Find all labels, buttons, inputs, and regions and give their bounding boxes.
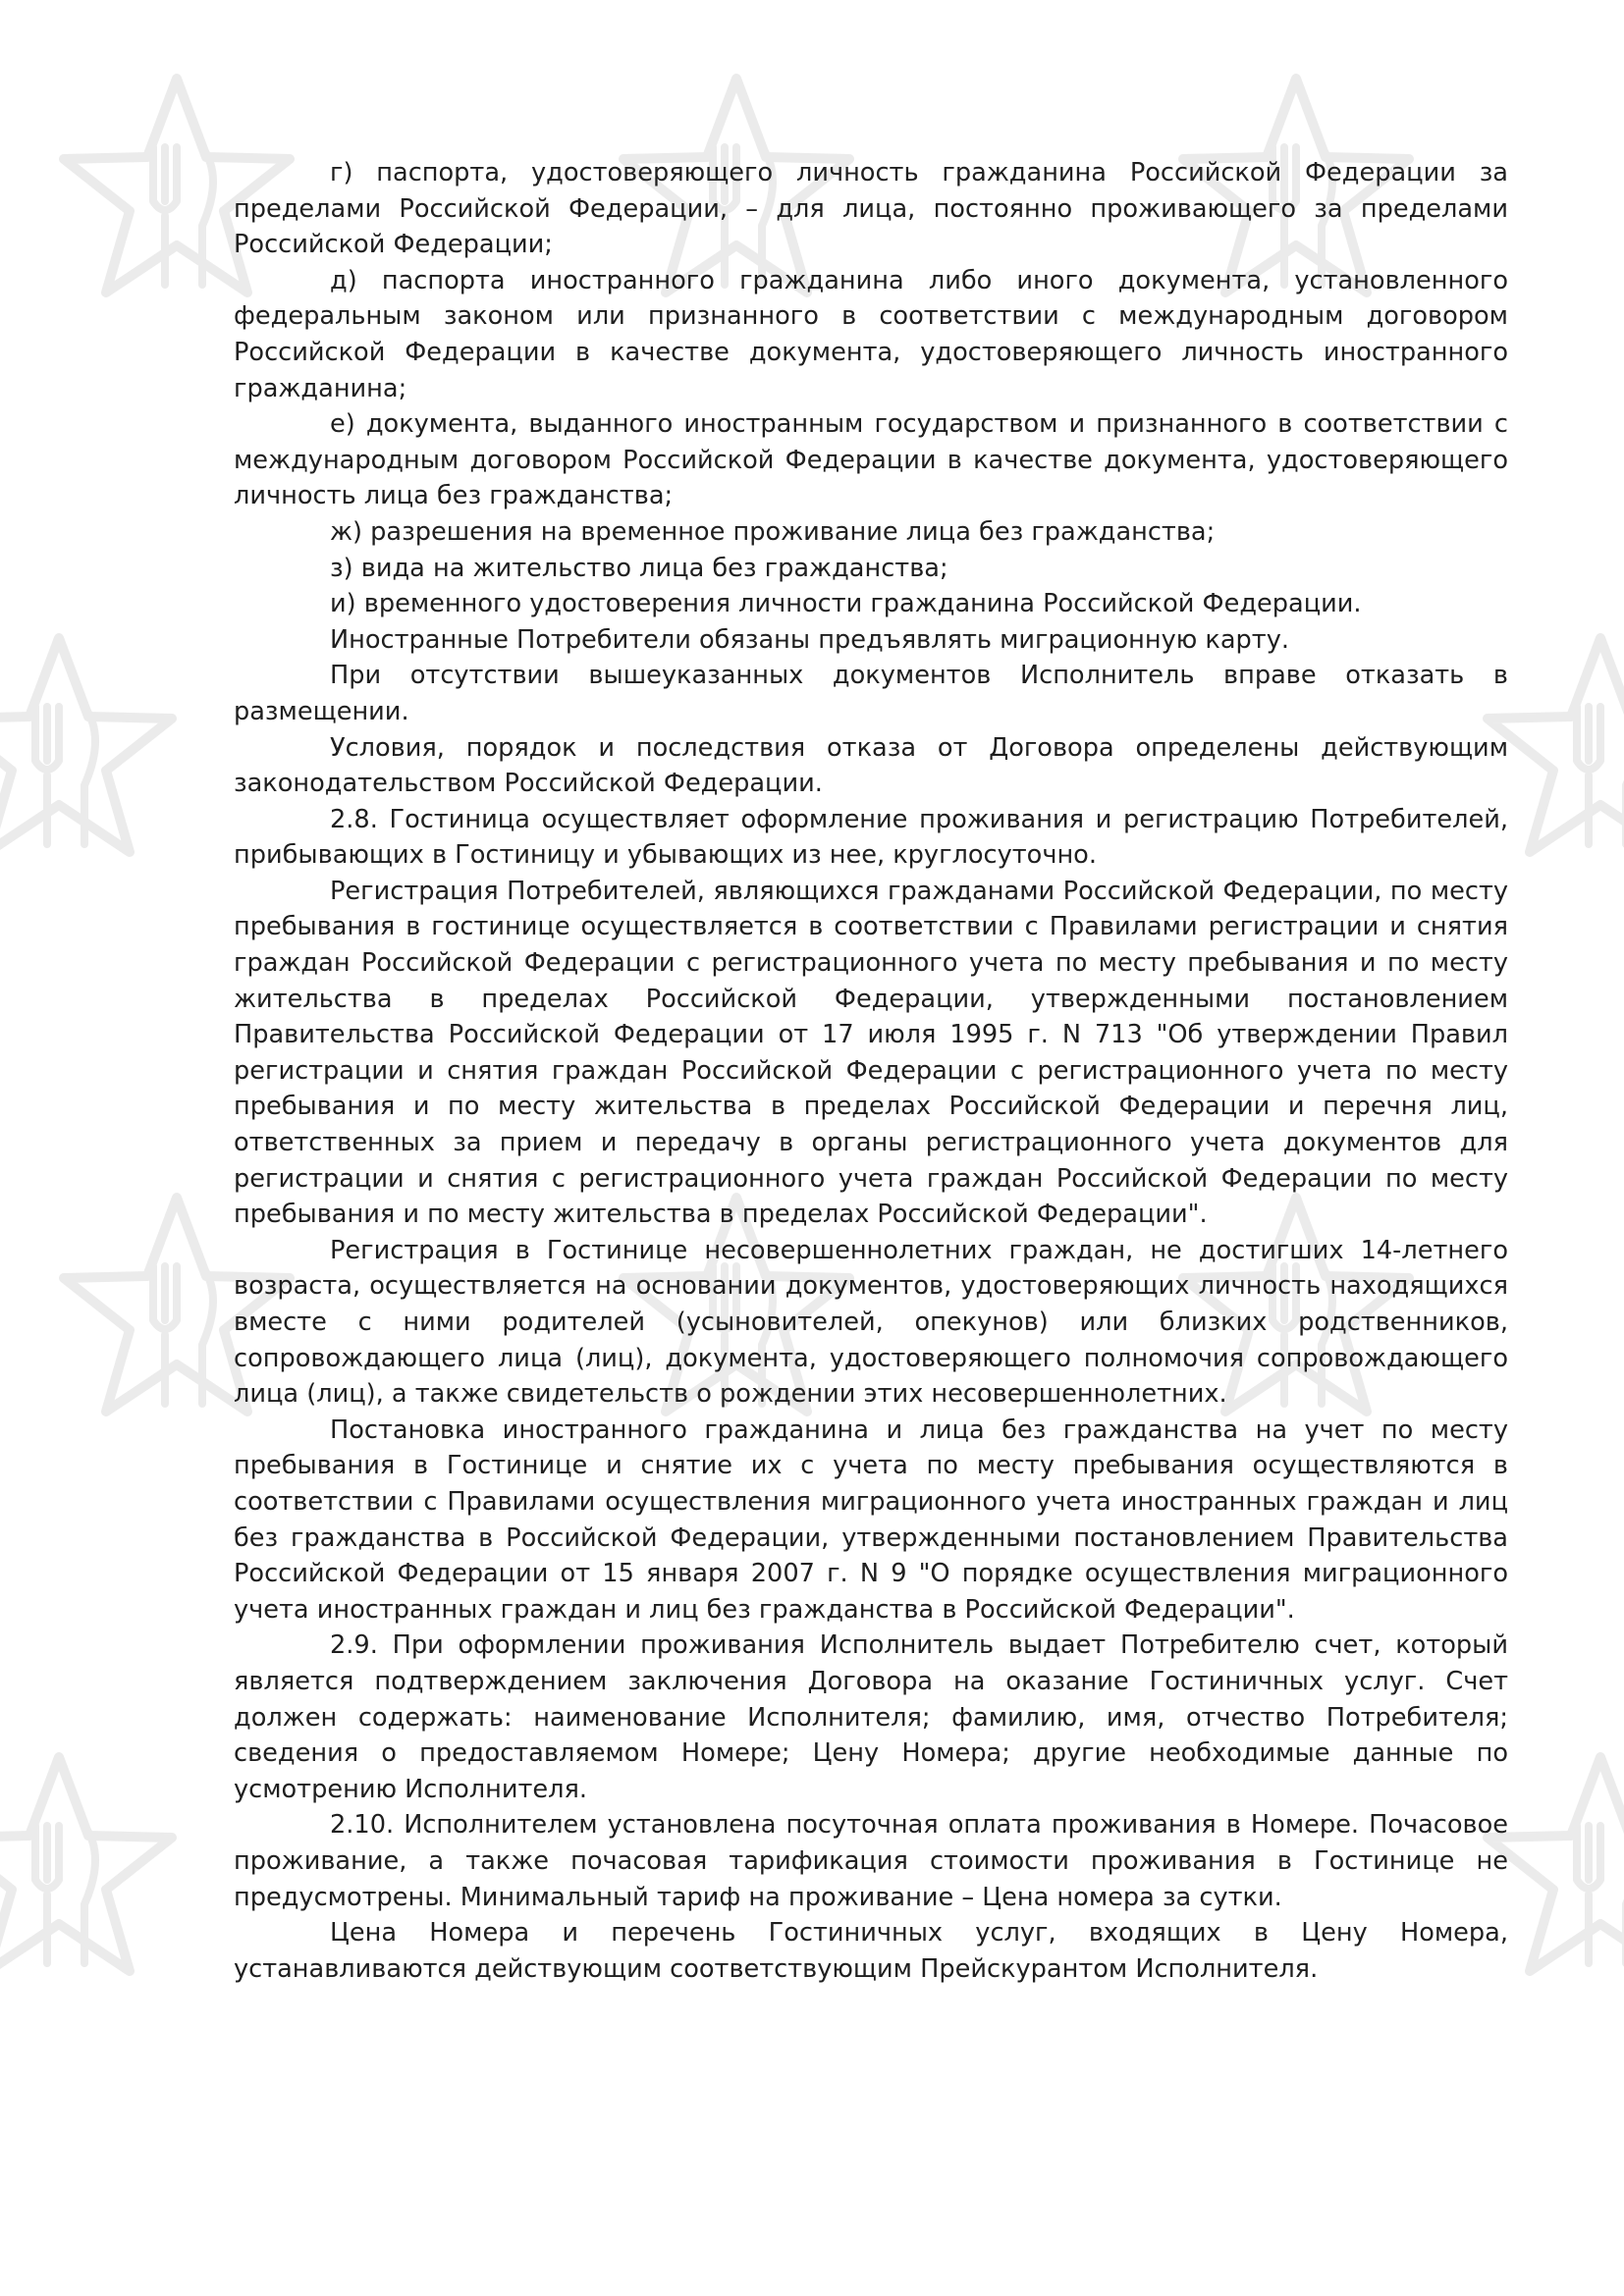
paragraph-passport-abroad: г) паспорта, удостоверяющего личность гражданина Российской Федерации за пределами Российской Федерации, – для лица, постоянно проживающего за пределами Российской Федерации; [234, 158, 1508, 260]
paragraph-migration-card: Иностранные Потребители обязаны предъявлять миграционную карту. [330, 624, 1289, 655]
paragraph-section-2-8: 2.8. Гостиница осуществляет оформление проживания и регистрацию Потребителей, прибывающих в Гостиницу и убывающих из нее, круглосуточно. [234, 804, 1508, 871]
star-fork-knife-icon [0, 1747, 177, 2002]
paragraph-foreigner-registration: Постановка иностранного гражданина и лица без гражданства на учет по месту пребывания в Гостинице и снятие их с учета по месту пребывания осуществляются в соответствии с Правилами осуществления миграционного учета иностранных граждан и лиц без гражданства в Российской Федерации, утвержденными постановлением Правительства Российской Федерации от 15 января 2007 г. N 9 "О порядке осуществления миграционного учета иностранных граждан и лиц без гражданства в Российской Федерации". [234, 1415, 1508, 1625]
paragraph-foreign-state-document: е) документа, выданного иностранным государством и признанного в соответствии с международным договором Российской Федерации в качестве документа, удостоверяющего личность лица без гражданства; [234, 409, 1508, 511]
paragraph-room-price: Цена Номера и перечень Гостиничных услуг, входящих в Цену Номера, устанавливаются действующим соответствующим Прейскурантом Исполнителя. [234, 1918, 1508, 1984]
paragraph-temporary-id: и) временного удостоверения личности гражданина Российской Федерации. [330, 589, 1362, 619]
paragraph-citizen-registration: Регистрация Потребителей, являющихся гражданами Российской Федерации, по месту пребывания в гостинице осуществляется в соответствии с Правилами регистрации и снятия граждан Российской Федерации с регистрационного учета по месту пребывания и по месту жительства в пределах Российской Федерации, утвержденными постановлением Правительства Российской Федерации от 17 июля 1995 г. N 713 "Об утверждении Правил регистрации и снятия граждан Российской Федерации с регистрационного учета по месту пребывания и по месту жительства в пределах Российской Федерации и перечня лиц, ответственных за прием и передачу в органы регистрационного учета документов для регистрации и снятия с регистрационного учета граждан Российской Федерации по месту пребывания и по месту жительства в пределах Российской Федерации". [234, 876, 1508, 1230]
paragraph-foreign-passport: д) паспорта иностранного гражданина либо иного документа, установленного федеральным законом или признанного в соответствии с международным договором Российской Федерации в качестве документа, удостоверяющего личность иностранного гражданина; [234, 265, 1508, 403]
paragraph-contract-refusal-terms: Условия, порядок и последствия отказа от Договора определены действующим законодательством Российской Федерации. [234, 732, 1508, 799]
paragraph-section-2-9: 2.9. При оформлении проживания Исполнитель выдает Потребителю счет, который является подтверждением заключения Договора на оказание Гостиничных услуг. Счет должен содержать: наименование Исполнителя; фамилию, имя, отчество Потребителя; сведения о предоставляемом Номере; Цену Номера; другие необходимые данные по усмотрению Исполнителя. [234, 1630, 1508, 1804]
paragraph-refusal: При отсутствии вышеуказанных документов Исполнитель вправе отказать в размещении. [234, 661, 1508, 726]
paragraph-section-2-10: 2.10. Исполнителем установлена посуточная оплата проживания в Номере. Почасовое проживание, а также почасовая тарификация стоимости проживания в Гостинице не предусмотрены. Минимальный тариф на проживание – Цена номера за сутки. [234, 1810, 1508, 1912]
paragraph-minor-registration: Регистрация в Гостинице несовершеннолетних граждан, не достигших 14-летнего возраста, осуществляется на основании документов, удостоверяющих личность находящихся вместе с ними родителей (усыновителей, опекунов) или близких родственников, сопровождающего лица (лиц), документа, удостоверяющего полномочия сопровождающего лица (лиц), а также свидетельств о рождении этих несовершеннолетних. [234, 1235, 1508, 1410]
paragraph-temporary-residence: ж) разрешения на временное проживание лица без гражданства; [330, 516, 1216, 547]
paragraph-residence-permit: з) вида на жительство лица без гражданства; [330, 553, 948, 583]
document-body [234, 155, 1508, 1987]
star-fork-knife-icon [0, 628, 177, 883]
